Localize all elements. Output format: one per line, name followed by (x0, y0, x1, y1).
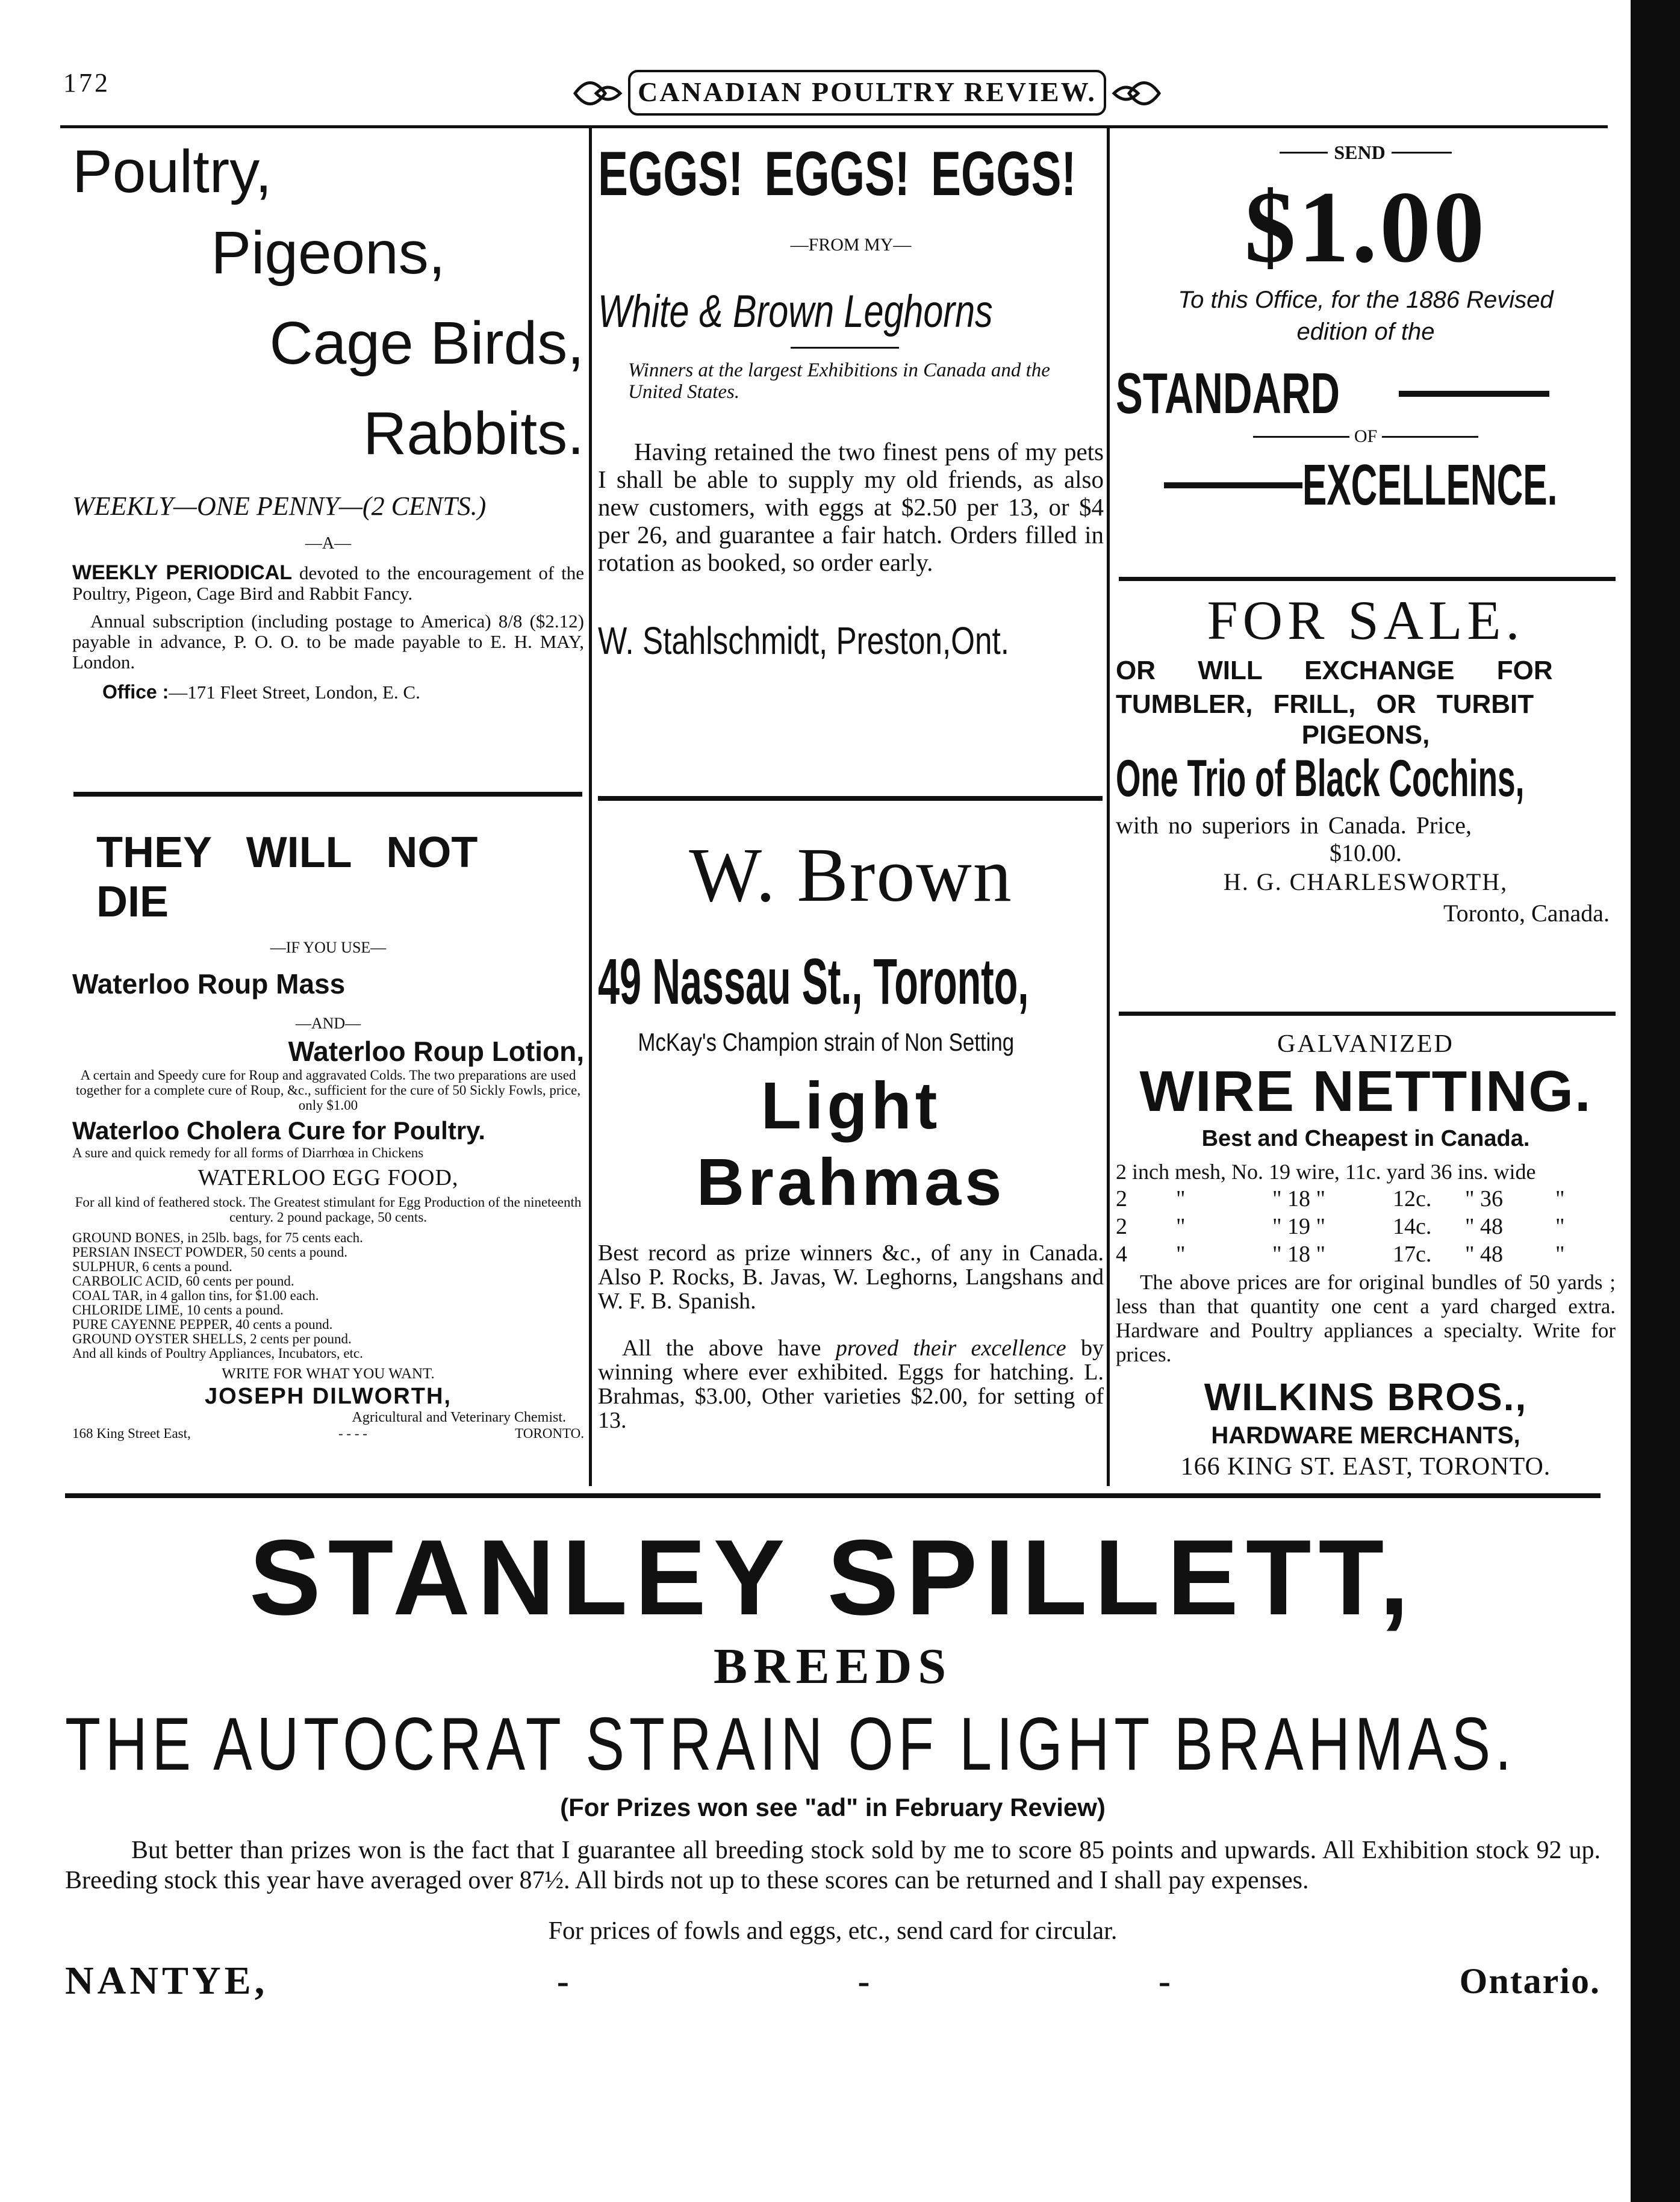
price-dollar: $1.00 (1244, 170, 1487, 284)
excellence-row (1116, 455, 1616, 515)
price-row-1: 2 inch mesh, No. 19 wire, 11c. yard 36 ins. wide (1116, 1160, 1536, 1184)
eggs-headline: EGGS! EGGS! EGGS! (598, 139, 1077, 209)
dilworth-address-row (72, 1426, 584, 1442)
brown-name: W. Brown (689, 832, 1013, 918)
header-rule (60, 125, 1608, 128)
ad-line-pigeons: Pigeons, (211, 219, 446, 287)
spillett-body: But better than prizes won is the fact that I guarantee all breeding stock sold by me to score 85 points and upwards. All Exhibition stock 92 up. Breeding stock this year have averaged over 87½. All birds not up to these scores can be returned and I shall pay expenses. (65, 1837, 1601, 1894)
send-line (1116, 142, 1616, 164)
nantye: NANTYE, (65, 1959, 269, 2003)
leghorns-rule (791, 347, 899, 349)
autocrat-strain: THE AUTOCRAT STRAIN OF LIGHT BRAHMAS. (65, 1703, 1516, 1786)
list-item: PERSIAN INSECT POWDER, 50 cents a pound. (72, 1245, 348, 1260)
from-my: —FROM MY— (790, 235, 912, 255)
winners-note: Winners at the largest Exhibitions in Canada and the United States. (628, 359, 1050, 403)
list-item: COAL TAR, in 4 gallon tins, for $1.00 each. (72, 1288, 319, 1303)
standard-title: STANDARD (1116, 361, 1340, 426)
price-cell: 2 (1116, 1186, 1127, 1211)
brown-closing (598, 1336, 1104, 1432)
office-text: —171 Fleet Street, London, E. C. (169, 682, 420, 703)
col1-rule (73, 792, 582, 797)
cochins-wrap (1116, 749, 1616, 807)
price-cell: " (1555, 1214, 1565, 1239)
charlesworth-city: Toronto, Canada. (1443, 900, 1610, 927)
col1-ad-dilworth (72, 828, 584, 1442)
closing-pre: All the above have (622, 1336, 821, 1361)
hardware-merchants: HARDWARE MERCHANTS, (1211, 1422, 1520, 1449)
closing-post: by winning where ever exhibited. Eggs for hatching. L. Brahmas, $3.00, Other varieties $2.00, for setting of 13. (598, 1336, 1104, 1433)
page-number: 172 (63, 68, 110, 98)
scan-edge (1631, 0, 1680, 2202)
mckay-strain: McKay's Champion strain of Non Setting (638, 1028, 1015, 1056)
autocrat-wrap (65, 1702, 1601, 1786)
price-cell: " (1176, 1242, 1186, 1267)
for-sale-desc: with no superiors in Canada. Price, (1116, 812, 1472, 839)
egg-food-desc: For all kind of feathered stock. The Greatest stimulant for Egg Production of the nineteenth century. 2 pound package, 50 cents. (75, 1195, 582, 1225)
light-brahmas: Light Brahmas (696, 1069, 1006, 1219)
bottom-rule (65, 1493, 1601, 1498)
wilkins-bros: WILKINS BROS., (1204, 1375, 1528, 1419)
masthead (572, 60, 1162, 120)
col2-ad-brown (598, 831, 1104, 1432)
col2-rule (598, 796, 1103, 801)
for-sale-title: FOR SALE. (1207, 589, 1525, 651)
leghorns-wrap (598, 285, 1104, 340)
list-item: CHLORIDE LIME, 10 cents a pound. (72, 1302, 284, 1317)
dash: - (857, 1961, 870, 2001)
cholera-cure: Waterloo Cholera Cure for Poultry. (72, 1116, 486, 1145)
office (72, 681, 584, 703)
a-label: —A— (305, 534, 352, 553)
periodical-desc (72, 562, 584, 604)
roup-lotion-desc: A certain and Speedy cure for Roup and aggravated Colds. The two preparations are used together for a complete cure of Roup, &c., sufficient for the cure of 50 Sickly Fowls, price, only $1.00 (75, 1068, 581, 1113)
wilkins-address: 166 KING ST. EAST, TORONTO. (1180, 1453, 1551, 1481)
col2-ad-eggs (598, 138, 1104, 673)
dilworth-dots: - - - - (338, 1426, 367, 1441)
ad-line-cage-birds: Cage Birds, (269, 309, 584, 377)
standard-row (1116, 361, 1616, 426)
excellence-wrap (1302, 452, 1604, 518)
black-cochins: One Trio of Black Cochins, (1116, 750, 1525, 807)
of-label: OF (1354, 426, 1378, 446)
list-item: GROUND BONES, in 25lb. bags, for 75 cents each. (72, 1230, 363, 1245)
price-cell: 12c. (1393, 1186, 1432, 1211)
for-sale-line-1: OR WILL EXCHANGE FOR (1116, 656, 1553, 685)
tagline: WEEKLY—ONE PENNY—(2 CENTS.) (72, 491, 487, 521)
prizes-note: (For Prizes won see "ad" in February Review) (560, 1793, 1106, 1821)
breeds-label: BREEDS (713, 1638, 953, 1694)
nassau-address: 49 Nassau St., Toronto, (598, 945, 1029, 1018)
dash: - (556, 1961, 569, 2001)
send-rule-right (1392, 152, 1452, 154)
cholera-cure-desc: A sure and quick remedy for all forms of Diarrhœa in Chickens (72, 1145, 424, 1160)
standard-rule (1399, 391, 1549, 397)
stahlschmidt-wrap (598, 618, 1104, 673)
periodical-lead: WEEKLY PERIODICAL (72, 561, 293, 584)
roup-mass: Waterloo Roup Mass (72, 968, 346, 1000)
list-item: PURE CAYENNE PEPPER, 40 cents a pound. (72, 1317, 333, 1332)
for-sale-line-2: TUMBLER, FRILL, OR TURBIT (1116, 689, 1534, 719)
col3-ad-standard (1116, 142, 1616, 515)
price-cell: 17c. (1393, 1242, 1432, 1267)
of-line (1116, 426, 1616, 447)
office-line-1: To this Office, for the 1886 Revised (1178, 287, 1554, 313)
nantye-row (65, 1958, 1601, 2004)
stahlschmidt: W. Stahlschmidt, Preston,Ont. (598, 619, 1009, 662)
ontario: Ontario. (1459, 1961, 1601, 2001)
of-rule-right (1382, 436, 1478, 438)
list-item: GROUND OYSTER SHELLS, 2 cents per pound. (72, 1331, 352, 1346)
price-cell: " (1176, 1214, 1186, 1239)
col1-ad-periodical (72, 135, 584, 703)
standard-wrap (1116, 361, 1399, 427)
bottom-ad-spillett (65, 1517, 1601, 2004)
dash: - (1159, 1961, 1171, 2001)
office-line-2: edition of the (1296, 319, 1435, 345)
ad-line-rabbits: Rabbits. (363, 400, 584, 467)
price-cell: " 18 " (1272, 1242, 1326, 1267)
price-cell: 2 (1116, 1214, 1127, 1239)
excellence-title: EXCELLENCE. (1302, 453, 1558, 517)
price-row-3 (1116, 1213, 1616, 1240)
circular-note: For prices of fowls and eggs, etc., send card for circular. (548, 1917, 1118, 1945)
egg-food: WATERLOO EGG FOOD, (198, 1165, 459, 1190)
list-item: And all kinds of Poultry Appliances, Incubators, etc. (72, 1346, 363, 1361)
col3-ad-for-sale (1116, 590, 1616, 930)
best-cheapest: Best and Cheapest in Canada. (1201, 1126, 1530, 1151)
eggs-body: Having retained the two finest pens of my pets I shall be able to supply my old friends, as also new customers, with eggs at $2.50 per 13, or $4 per 26, and guarantee a fair hatch. Orders filled in rotation as booked, so order early. (598, 438, 1104, 576)
office-label: Office : (102, 681, 169, 703)
price-cell: " 18 " (1272, 1186, 1326, 1211)
price-cell: " 48 (1465, 1242, 1504, 1267)
eggs-headline-wrap (598, 138, 1104, 217)
if-you-use: —IF YOU USE— (270, 939, 387, 956)
price-cell: " 19 " (1272, 1214, 1326, 1239)
col-divider-2 (1107, 126, 1110, 1486)
price-cell: " (1555, 1186, 1565, 1211)
col-divider-1 (589, 126, 592, 1486)
dilworth-city: TORONTO. (515, 1426, 584, 1441)
wire-body: The above prices are for original bundles of 50 yards ; less than that quantity one cent a yard charged extra. Hardware and Poultry appliances a specialty. Write for prices. (1116, 1271, 1616, 1366)
col3-ad-wire-netting (1116, 1030, 1616, 1484)
of-rule-left (1253, 436, 1349, 438)
dilworth-name: JOSEPH DILWORTH, (205, 1384, 452, 1409)
subscription: Annual subscription (including postage to America) 8/8 ($2.12) payable in advance, P. O. O. to be made payable to E. H. MAY, London. (72, 611, 584, 673)
headline-will-not-die: THEY WILL NOT DIE (96, 829, 478, 926)
for-sale-price: $10.00. (1330, 839, 1402, 866)
brown-record: Best record as prize winners &c., of any in Canada. Also P. Rocks, B. Javas, W. Leghorns, Langshans and W. F. B. Spanish. (598, 1240, 1104, 1314)
charlesworth: H. G. CHARLESWORTH, (1223, 868, 1508, 895)
for-sale-line-3: PIGEONS, (1301, 720, 1430, 750)
price-cell: 4 (1116, 1242, 1127, 1267)
price-row-2 (1116, 1185, 1616, 1213)
price-cell: " 48 (1465, 1214, 1504, 1239)
galvanized: GALVANIZED (1277, 1030, 1454, 1058)
and-label: —AND— (295, 1015, 361, 1032)
mckay-wrap (598, 1028, 1104, 1064)
supply-list (72, 1231, 584, 1361)
wire-netting-title: WIRE NETTING. (1139, 1059, 1592, 1124)
ad-line-poultry: Poultry, (72, 138, 272, 205)
price-cell: " 36 (1465, 1186, 1504, 1211)
list-item: CARBOLIC ACID, 60 cents per pound. (72, 1274, 294, 1289)
send-label: SEND (1334, 142, 1386, 163)
spillett-name: STANLEY SPILLETT, (249, 1517, 1417, 1637)
nassau-wrap (598, 944, 1104, 1022)
write-for: WRITE FOR WHAT YOU WANT. (222, 1366, 435, 1382)
dilworth-title: Agricultural and Veterinary Chemist. (352, 1410, 566, 1425)
price-cell: " (1176, 1186, 1186, 1211)
price-cell: 14c. (1393, 1214, 1432, 1239)
roup-lotion: Waterloo Roup Lotion, (288, 1036, 584, 1067)
price-cell: " (1555, 1242, 1565, 1267)
send-rule-left (1280, 152, 1328, 154)
masthead-title: CANADIAN POULTRY REVIEW. (638, 76, 1097, 107)
closing-emphasis: proved their excellence (835, 1336, 1066, 1361)
periodical-desc-text: devoted to the encouragement of the Poultry, Pigeon, Cage Bird and Rabbit Fancy. (72, 562, 584, 604)
list-item: SULPHUR, 6 cents a pound. (72, 1259, 232, 1274)
price-row-4 (1116, 1240, 1616, 1268)
col3-rule-1 (1119, 577, 1616, 581)
dilworth-address: 168 King Street East, (72, 1426, 191, 1441)
col3-rule-2 (1119, 1012, 1616, 1016)
price-table (1116, 1159, 1616, 1268)
excellence-rule (1164, 482, 1302, 488)
leghorns-title: White & Brown Leghorns (598, 286, 993, 337)
